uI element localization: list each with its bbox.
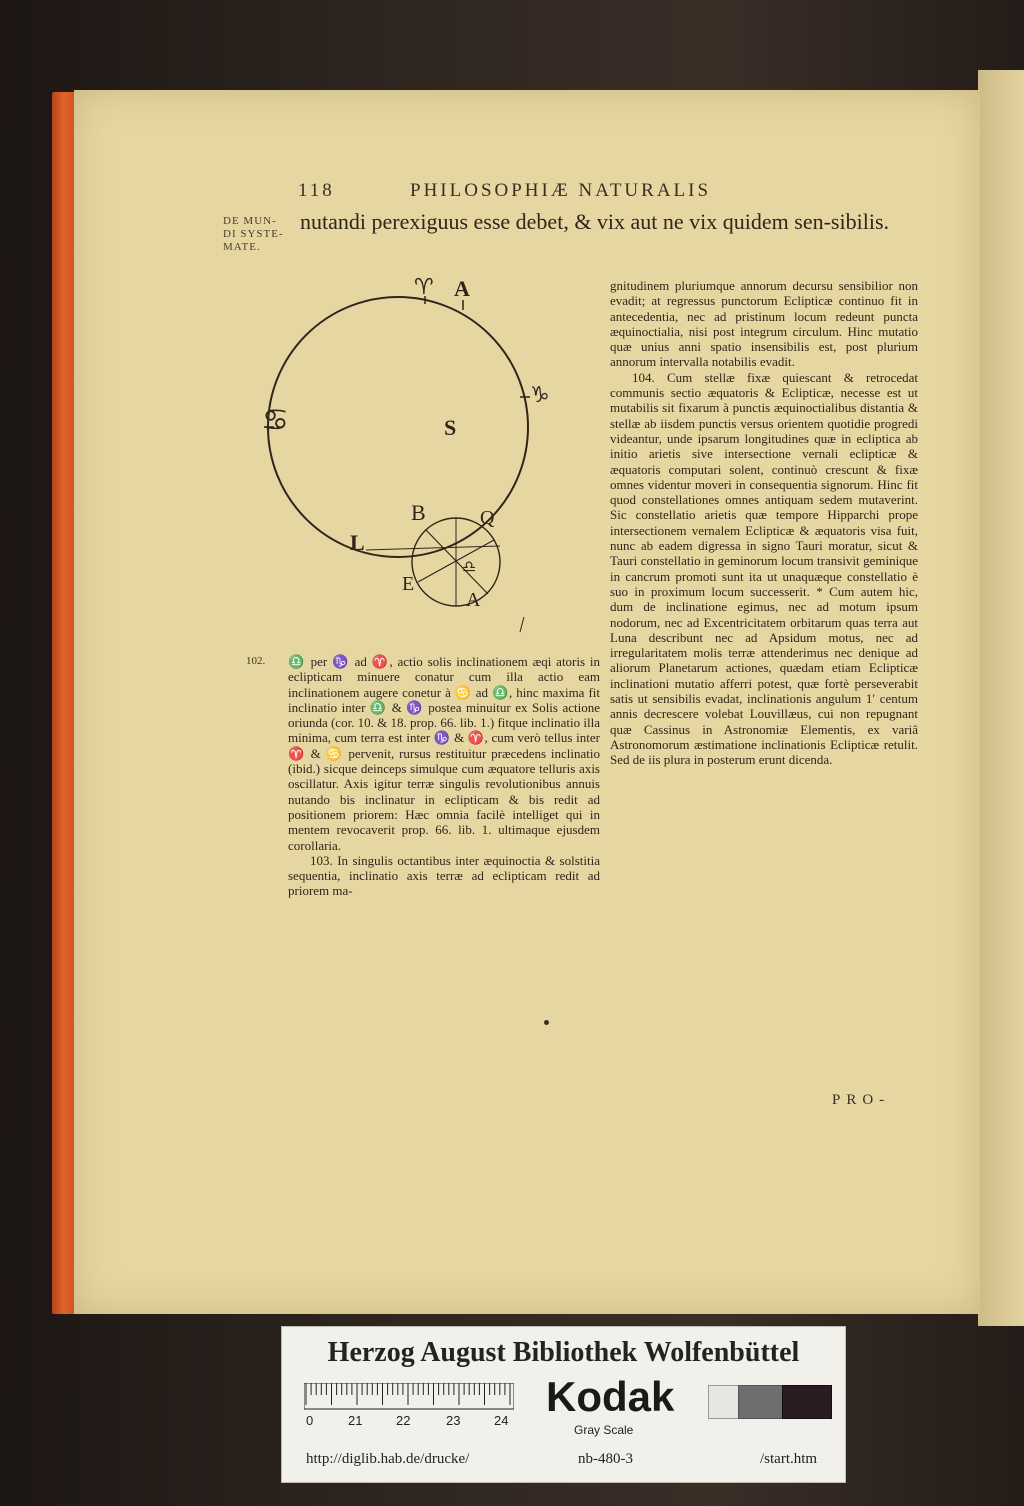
gray-swatch-mid	[738, 1385, 784, 1419]
next-page-edge	[978, 70, 1024, 1326]
top-text: nutandi perexiguus esse debet, & vix aut ne vix quidem sen-sibilis.	[300, 209, 890, 234]
label-e: E	[402, 573, 415, 595]
right-column	[610, 278, 918, 768]
running-title: PHILOSOPHIÆ NATURALIS	[410, 180, 712, 201]
libra-symbol: ♎	[462, 557, 477, 576]
paragraph-number: 102.	[246, 655, 266, 667]
margin-note	[223, 215, 293, 254]
archive-card	[281, 1326, 846, 1483]
ruler-number: 23	[446, 1413, 461, 1428]
capricorn-symbol: ♑	[530, 383, 550, 408]
margin-note-line: DI SYSTE-	[223, 228, 284, 240]
label-l: L	[350, 530, 365, 555]
label-q: Q	[480, 507, 495, 529]
catchword: PRO-	[832, 1092, 891, 1108]
ruler-number: 24	[494, 1413, 509, 1428]
ruler-number: 21	[348, 1413, 363, 1428]
ruler-number: 0	[306, 1413, 314, 1428]
start-link: /start.htm	[760, 1451, 818, 1467]
label-s: S	[444, 415, 457, 440]
orbit-diagram	[248, 272, 558, 652]
kodak-logo: Kodak	[546, 1373, 675, 1420]
stray-mark	[520, 617, 524, 632]
ruler-number: 22	[396, 1413, 411, 1428]
label-a-bottom: A	[466, 589, 481, 611]
gray-swatch-light	[708, 1385, 740, 1419]
running-header	[298, 180, 818, 208]
margin-note-line: MATE.	[223, 241, 261, 253]
archive-title: Herzog August Bibliothek Wolfenbüttel	[327, 1337, 800, 1368]
ink-spot	[544, 1020, 549, 1025]
page-number: 118	[298, 180, 335, 201]
ruler	[304, 1383, 514, 1427]
right-paragraph: gnitudinem pluriumque annorum decursu sensibilior non evadit; at regressus punctorum Eclipticæ continuo fit in antecedentia, nec ad pristinum locum redeunt puncta æquinoctialia, nisi post integrum circulum. Hinc mutatio quæ unius anni spatio insensibilis est, post plurium annorum intervalla notabilis evadit.	[610, 278, 918, 370]
left-paragraph: ♎ per ♑ ad ♈, actio solis inclinationem æqi atoris in eclipticam minuere conatur cum illa actio eam inclinationem augere conetur à ♋ ad ♎, hinc maxima fit inclinatio inter ♎ & ♑ postea minuitur ex Solis actione oriunda (cor. 10. & 18. prop. 66. lib. 1.) fitque inclinatio illa minima, cum terra est inter ♑ & ♈, cum verò tellus inter ♈ & ♋ pervenit, rursus restituitur præcedens inclinatio (ibid.) sicque deinceps simulque cum æquatore telluris axis oscillatur. Axis igitur terræ singulis revolutionibus annuis nutando bis inclinatur in eclipticam & bis redit ad positionem priorem: Hæc omnia facilè intelliget qui in mentem revocaverit prop. 66. lib. 1. ultimaque ejusdem corollaria.	[288, 654, 600, 853]
left-column	[288, 654, 600, 899]
left-paragraph: 103. In singulis octantibus inter æquinoctia & solstitia sequentia, inclinatio axis terræ ad eclipticam redit ad priorem ma-	[288, 852, 600, 899]
aries-symbol: ♈	[414, 275, 434, 300]
gray-scale-label: Gray Scale	[574, 1423, 634, 1437]
axis-line	[426, 530, 488, 594]
cancer-symbol: ♋	[262, 403, 289, 438]
shelfmark: nb-480-3	[578, 1451, 633, 1467]
right-paragraph: 104. Cum stellæ fixæ quiescant & retrocedat communis sectio æquatoris & Eclipticæ, necesse est ut mutabilis sit fixarum à punctis æquinoctialibus distantia & stellæ ab iisdem punctis versus orientem quotidie progredi videantur, unde ipsarum longitudines quæ in ecliptica ab initio arietis sive intersectione vernali eclipticæ & æquatoris computari solent, continuò crescunt & fixæ omnes videntur moveri in consequentia signorum. Hinc fit quod constellationes omnes antiquam sedem mutaverint. Sic constellatio arietis quæ tempore Hipparchi prope intersectionem vernalem Eclipticæ & æquatoris visa fuit, nunc ab eadem digressa in signo Tauri moratur, sicut & Tauri constellatio in geminorum locum transivit geminique in cancrum promoti sunt ita ut unaquæque constellatio è suo in proximum locum successerit. * Cum autem hic, dum de inclinatione egimus, nec ad motum ipsum nodorum, nec ad Excentricitatem orbitarum quas terra aut Luna describunt nec ad Apsidum motus, nec ad irregularitatem molis terræ attenderimus nec denique ad aliorum Planetarum actiones, quædam etiam Eclipticæ inclinationi mutatio afferri potest, quæ fortè perseverabit satis ut sensibilis evadat, inclinationis angulum 1′ centum annis decrescere volebat Louvillæus, cui non repugnant quæ Cassinus in Astronomiæ Elementis, ex variâ Astronomorum æstimatione inclinationis Eclipticæ retulit. Sed de iis plura in posterum erunt dicenda.	[610, 369, 918, 768]
margin-note-line: DE MUN-	[223, 215, 277, 227]
label-a-top: A	[454, 276, 470, 301]
card-footer	[282, 1451, 845, 1475]
ruler-ticks	[304, 1383, 514, 1411]
label-b: B	[411, 500, 426, 525]
gray-swatch-dark	[782, 1385, 832, 1419]
archive-url: http://diglib.hab.de/drucke/	[306, 1451, 470, 1467]
